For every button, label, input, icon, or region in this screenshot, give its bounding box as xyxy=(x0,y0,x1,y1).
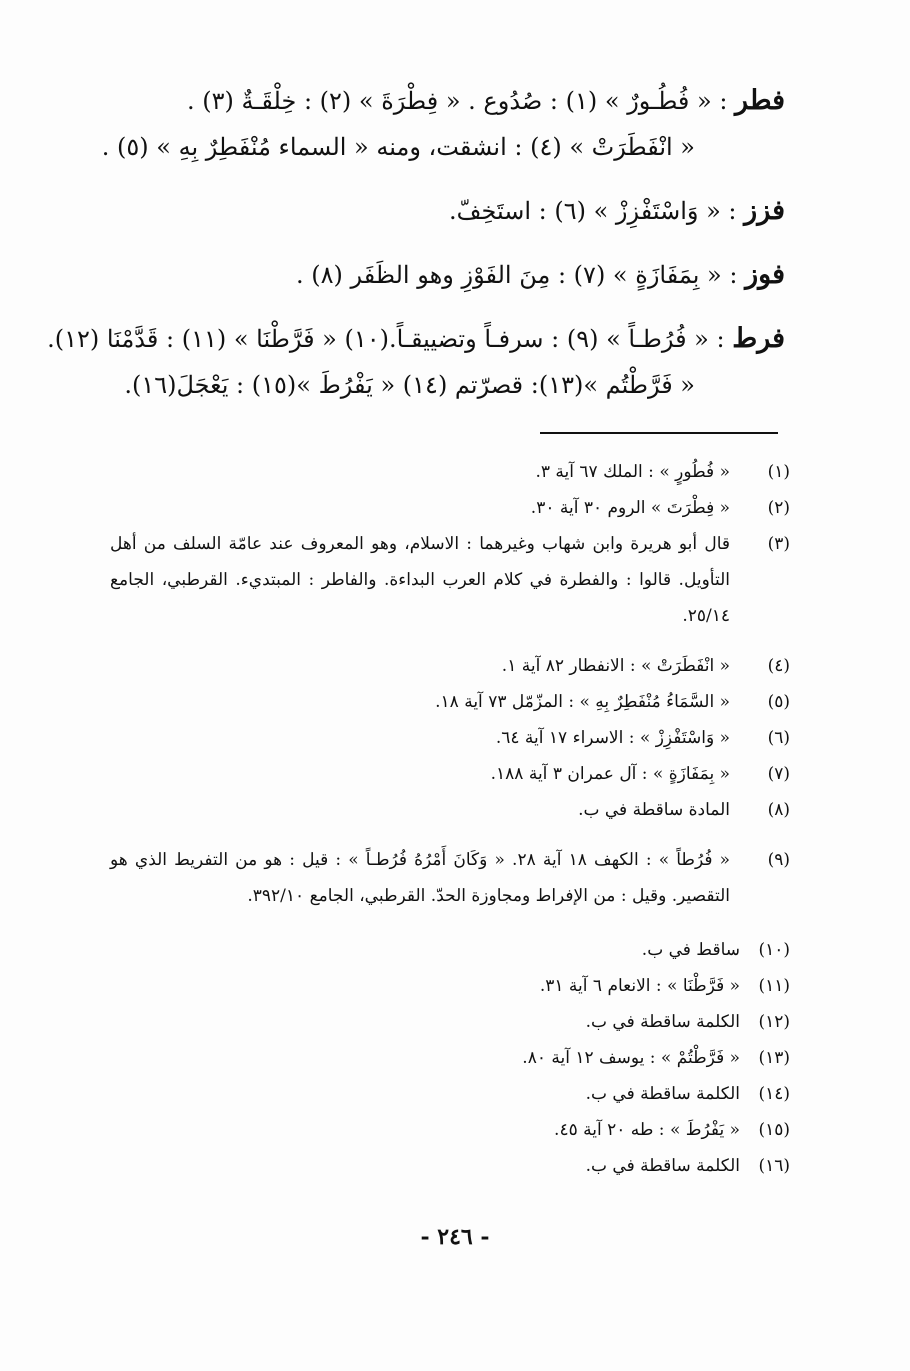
footnote-text: « السَّمَاءُ مُنْفَطِرٌ بِهِ » : المزّمّل ٧٣ آية ١٨. xyxy=(435,692,730,712)
footnote-12 xyxy=(110,1004,790,1040)
page-number: - ٢٤٦ - xyxy=(420,1224,490,1250)
footnote-6 xyxy=(110,720,790,756)
footnote-8 xyxy=(110,792,790,828)
entry-fazaza xyxy=(110,188,785,234)
entry-text: : « بِمَفَازَةٍ » (٧) : مِنَ الفَوْزِ وهو الظَفَر (٨) . xyxy=(296,261,738,289)
footnote-number: (٨) xyxy=(767,800,790,820)
entry-text: : « فُرُطـاً » (٩) : سرفـاً وتضييقـاً.(١٠) « فَرَّطْنَا » (١١) : قَدَّمْنَا (١٢). xyxy=(47,325,725,353)
footnote-text: الكلمة ساقطة في ب. xyxy=(585,1084,740,1104)
entry-root: فرط xyxy=(732,323,785,354)
entry-text: : « وَاسْتَفْزِزْ » (٦) : استَخِفّ. xyxy=(449,197,737,225)
dictionary-entries xyxy=(47,78,785,426)
footnote-text: « وَاسْتَفْزِزْ » : الاسراء ١٧ آية ٦٤. xyxy=(495,728,730,748)
footnote-text: « بِمَفَازَةٍ » : آل عمران ٣ آية ١٨٨. xyxy=(490,764,730,784)
footnote-number: (١١) xyxy=(758,976,790,996)
footnote-number: (٩) xyxy=(767,850,790,870)
entry-line-continued: « فَرَّطْتُم »(١٣): قصرّتم (١٤) « يَفْرُطَ »(١٥) : يَعْجَلَ(١٦). xyxy=(124,371,695,399)
entry-line xyxy=(110,78,785,124)
footnote-16 xyxy=(110,1148,790,1184)
footnote-10 xyxy=(110,932,790,968)
footnote-1 xyxy=(110,454,790,490)
footnote-9 xyxy=(110,842,790,914)
entry-fatara xyxy=(101,78,785,170)
footnote-text: « فِطْرَتَ » الروم ٣٠ آية ٣٠. xyxy=(530,498,730,518)
footnote-5 xyxy=(110,684,790,720)
footnote-4 xyxy=(110,648,790,684)
footnote-text: الكلمة ساقطة في ب. xyxy=(585,1156,740,1176)
entry-root: فوز xyxy=(745,259,785,290)
footnote-13 xyxy=(110,1040,790,1076)
footnote-number: (٥) xyxy=(767,692,790,712)
footnote-text: « فَرَّطْنَا » : الانعام ٦ آية ٣١. xyxy=(539,976,740,996)
footnote-number: (٢) xyxy=(767,498,790,518)
footnote-2 xyxy=(110,490,790,526)
footnote-text: « يَفْرُطَ » : طه ٢٠ آية ٤٥. xyxy=(554,1120,740,1140)
footnote-7 xyxy=(110,756,790,792)
footnotes xyxy=(110,454,790,1184)
footnote-divider xyxy=(540,432,778,434)
entry-line-continued: « انْفَطَرَتْ » (٤) : انشقت، ومنه « السماء مُنْفَطِرٌ بِهِ » (٥) . xyxy=(101,133,695,161)
footnote-15 xyxy=(110,1112,790,1148)
entry-root: فطر xyxy=(735,85,785,116)
footnote-text: « فُرُطاً » : الكهف ١٨ آية ٢٨. « وَكَانَ أَمْرُهُ فُرُطـاً » : قيل : هو من التفريط الذي هو التقصير. وقيل : من الإفراط ومجاوزة الحدّ. القرطبي، الجامع ٣٩٢/١٠. xyxy=(110,850,730,906)
footnote-text: « فَرَّطْتُمْ » : يوسف ١٢ آية ٨٠. xyxy=(522,1048,740,1068)
footnote-text: « فُطُورٍ » : الملك ٦٧ آية ٣. xyxy=(535,462,730,482)
footnote-number: (١٠) xyxy=(758,940,790,960)
footnote-14 xyxy=(110,1076,790,1112)
entry-line xyxy=(47,316,785,362)
entry-root: فزز xyxy=(744,195,785,226)
footnote-number: (١٥) xyxy=(758,1120,790,1140)
footnote-3 xyxy=(110,526,790,634)
footnote-number: (٣) xyxy=(767,534,790,554)
footnote-text: الكلمة ساقطة في ب. xyxy=(585,1012,740,1032)
entry-line xyxy=(110,252,785,298)
footnote-text: « انْفَطَرَتْ » : الانفطار ٨٢ آية ١. xyxy=(501,656,730,676)
footnote-number: (١) xyxy=(767,462,790,482)
footnote-number: (٤) xyxy=(767,656,790,676)
footnote-number: (١٦) xyxy=(758,1156,790,1176)
entry-fawaza xyxy=(110,252,785,298)
footnote-number: (٧) xyxy=(767,764,790,784)
footnote-number: (١٢) xyxy=(758,1012,790,1032)
footnote-number: (٦) xyxy=(767,728,790,748)
footnote-number: (١٤) xyxy=(758,1084,790,1104)
entry-text: : « فُطُـورٌ » (١) : صُدُوع . « فِطْرَةَ » (٢) : خِلْقَـةٌ (٣) . xyxy=(186,87,728,115)
footnote-text: قال أبو هريرة وابن شهاب وغيرهما : الاسلام، وهو المعروف عند عامّة السلف من أهل التأويل. قالوا : والفطرة في كلام العرب البداءة. والفاطر : المبتديء. القرطبي، الجامع ٢٥/١٤. xyxy=(110,534,730,626)
entry-farata xyxy=(47,316,785,408)
footnote-text: المادة ساقطة في ب. xyxy=(578,800,730,820)
entry-line xyxy=(110,188,785,234)
footnote-number: (١٣) xyxy=(758,1048,790,1068)
footnote-text: ساقط في ب. xyxy=(641,940,740,960)
footnote-11 xyxy=(110,968,790,1004)
